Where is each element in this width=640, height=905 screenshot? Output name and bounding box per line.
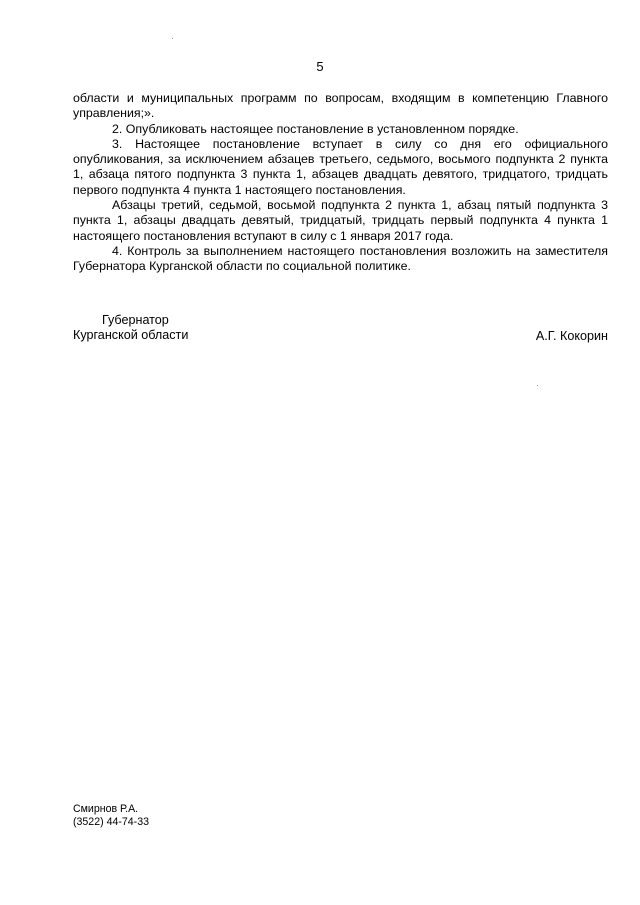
document-body <box>73 91 608 275</box>
executor-phone: (3522) 44-74-33 <box>73 816 149 828</box>
scan-speck <box>537 385 538 386</box>
signatory-title <box>73 313 188 344</box>
paragraph-item-3-addendum: Абзацы третий, седьмой, восьмой подпункта 2 пункта 1, абзац пятый подпункта 3 пункта 1, абзацы двадцать девятый, тридцатый, тридцать первый подпункта 4 пункта 1 настоящего постановления вступают в силу с 1 января 2017 года. <box>73 198 608 243</box>
signatory-name: А.Г. Кокорин <box>535 329 608 343</box>
executor-name: Смирнов Р.А. <box>73 803 139 815</box>
signatory-title-line1: Губернатор <box>102 313 169 327</box>
scan-speck <box>172 38 173 39</box>
paragraph-item-4: 4. Контроль за выполнением настоящего постановления возложить на заместителя Губернатора Курганской области по социальной политике. <box>73 243 608 274</box>
paragraph-item-2: 2. Опубликовать настоящее постановление в установленном порядке. <box>112 121 519 136</box>
signatory-title-line2: Курганской области <box>73 328 189 343</box>
paragraph-continuation: области и муниципальных программ по вопросам, входящим в компетенцию Главного управления;». <box>73 91 608 121</box>
paragraph-item-3: 3. Настоящее постановление вступает в силу со дня его официального опубликования, за исключением абзацев третьего, седьмого, восьмого подпункта 2 пункта 1, абзаца пятого подпункта 3 пункта 1, абзацев двадцать девятого, тридцатого, тридцать первого подпункта 4 пункта 1 настоящего постановления. <box>73 136 608 197</box>
page-number: 5 <box>316 59 324 74</box>
executor-info <box>73 803 149 829</box>
